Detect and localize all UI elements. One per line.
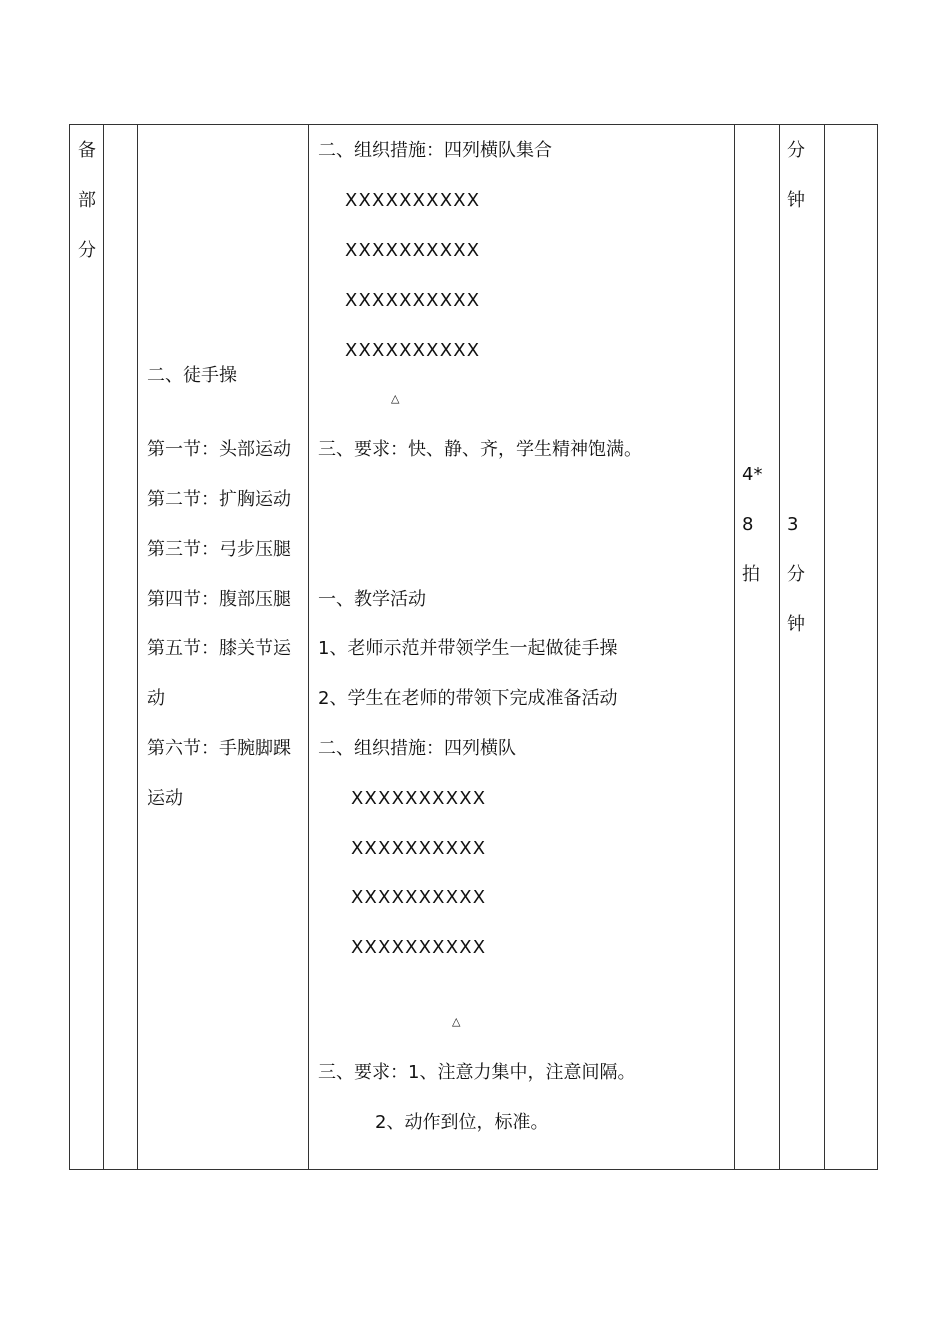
content-heading: 二、徒手操 — [147, 365, 237, 386]
requirement: 三、要求：1、注意力集中，注意间隔。 — [318, 1062, 636, 1083]
exercise-item: 运动 — [147, 788, 183, 809]
formation-row: XXXXXXXXXX — [345, 340, 481, 361]
time-cell — [780, 125, 824, 1169]
exercise-item: 第一节：头部运动 — [147, 439, 291, 460]
section-label-char: 部 — [78, 190, 96, 211]
activity-item: 1、老师示范并带领学生一起做徒手操 — [318, 638, 618, 659]
exercise-item: 第六节：手腕脚踝 — [147, 738, 291, 759]
empty-cell — [825, 125, 878, 1169]
lesson-plan-table — [69, 124, 878, 1170]
formation-row: XXXXXXXXXX — [351, 937, 487, 958]
time-text: 钟 — [787, 190, 805, 211]
time-text: 钟 — [787, 614, 805, 635]
organization-measure: 二、组织措施：四列横队 — [318, 738, 516, 759]
teacher-triangle-icon: △ — [452, 1015, 461, 1028]
formation-row: XXXXXXXXXX — [351, 788, 487, 809]
section-label-cell — [70, 125, 103, 1169]
requirement: 三、要求：快、静、齐，学生精神饱满。 — [318, 439, 642, 460]
time-text: 分 — [787, 140, 805, 161]
requirement: 2、动作到位，标准。 — [375, 1112, 549, 1133]
section-label-char: 备 — [78, 140, 96, 161]
empty-cell — [104, 125, 137, 1169]
count-text: 4* — [742, 464, 763, 485]
content-cell — [138, 125, 308, 1169]
formation-row: XXXXXXXXXX — [345, 190, 481, 211]
count-text: 拍 — [742, 564, 760, 585]
organization-cell — [309, 125, 734, 1169]
teacher-triangle-icon: △ — [391, 392, 400, 405]
exercise-item: 第三节：弓步压腿 — [147, 539, 291, 560]
activity-item: 2、学生在老师的带领下完成准备活动 — [318, 688, 618, 709]
formation-row: XXXXXXXXXX — [351, 887, 487, 908]
exercise-item: 第二节：扩胸运动 — [147, 489, 291, 510]
time-text: 分 — [787, 564, 805, 585]
time-text: 3 — [787, 514, 799, 535]
activity-heading: 一、教学活动 — [318, 589, 426, 610]
count-cell — [735, 125, 779, 1169]
section-label-char: 分 — [78, 240, 96, 261]
formation-row: XXXXXXXXXX — [345, 290, 481, 311]
count-text: 8 — [742, 514, 754, 535]
exercise-item: 第四节：腹部压腿 — [147, 589, 291, 610]
organization-measure: 二、组织措施：四列横队集合 — [318, 140, 552, 161]
exercise-item: 动 — [147, 688, 165, 709]
formation-row: XXXXXXXXXX — [345, 240, 481, 261]
formation-row: XXXXXXXXXX — [351, 838, 487, 859]
exercise-item: 第五节：膝关节运 — [147, 638, 291, 659]
